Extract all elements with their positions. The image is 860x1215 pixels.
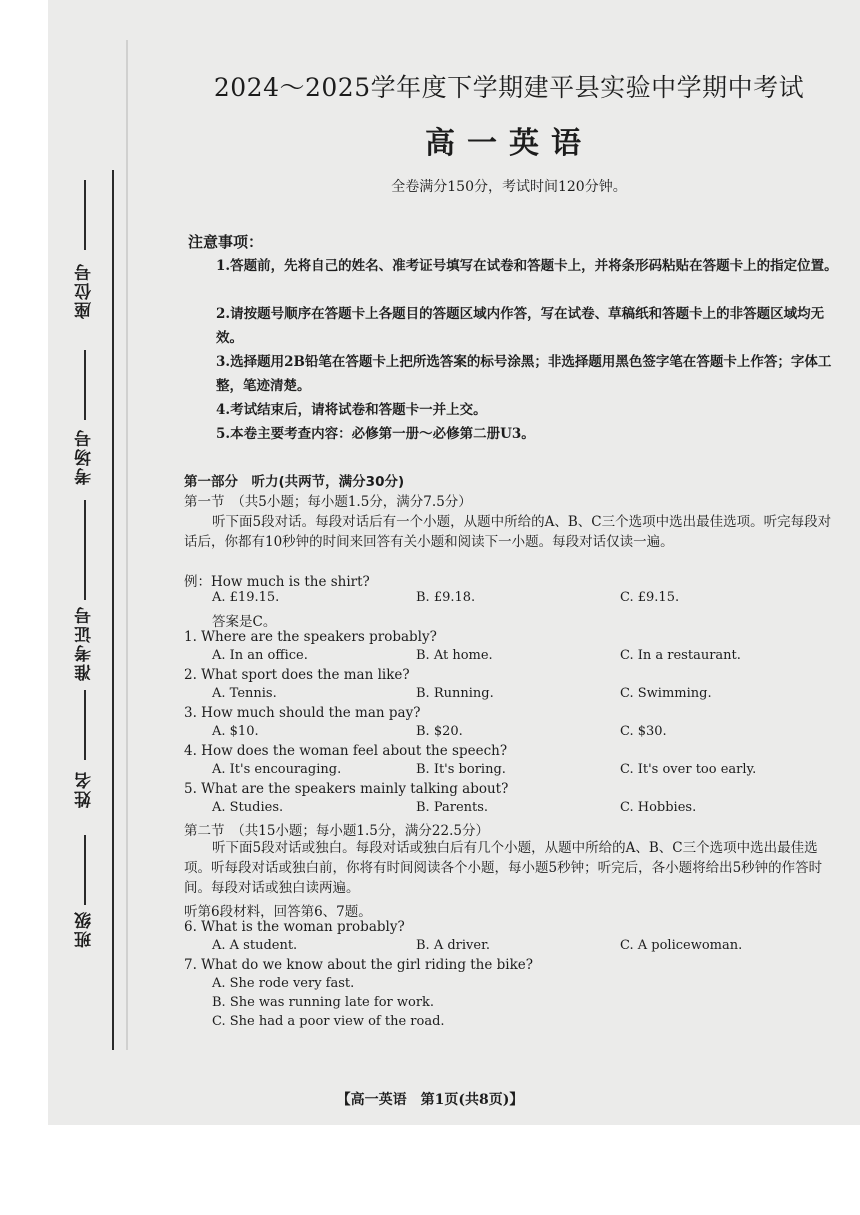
question-6: 6. What is the woman probably? (184, 919, 405, 935)
subject-title: 高一英语 (425, 126, 593, 161)
q7-option-b: B. She was running late for work. (212, 995, 435, 1010)
section1-instructions: 听下面5段对话。每段对话后有一个小题，从题中所给的A、B、C三个选项中选出最佳选项。听完每段对话后，你都有10秒钟的时间来回答有关小题和阅读下一小题。每段对话仅读一遍。 (184, 514, 832, 550)
part1-title: 第一部分 听力(共两节，满分30分) (184, 474, 405, 490)
q6-option-b: B. A driver. (416, 938, 490, 953)
q1-option-c: C. In a restaurant. (620, 648, 741, 663)
example-option-c: C. £9.15. (620, 590, 680, 605)
notice-item: 3.选择题用2B铅笔在答题卡上把所选答案的标号涂黑；非选择题用黑色签字笔在答题卡上作答；字体工整，笔迹清楚。 (216, 354, 832, 394)
exam-title: 2024～2025学年度下学期建平县实验中学期中考试 (213, 73, 805, 102)
question-1: 1. Where are the speakers probably? (184, 629, 437, 645)
class-blank-line (84, 835, 86, 905)
example-option-b: B. £9.18. (416, 590, 476, 605)
q7-option-c: C. She had a poor view of the road. (212, 1014, 445, 1029)
name-label: 姓名 (75, 770, 95, 808)
q2-option-b: B. Running. (416, 686, 494, 701)
notice-title: 注意事项： (188, 233, 264, 251)
q6-option-c: C. A policewoman. (620, 938, 743, 953)
question-3: 3. How much should the man pay? (184, 705, 421, 721)
q7-option-a: A. She rode very fast. (212, 976, 355, 991)
ticket-label: 准考证号 (75, 605, 95, 681)
question-7: 7. What do we know about the girl riding the bike? (184, 957, 534, 973)
question-2: 2. What sport does the man like? (184, 667, 410, 683)
notice-item: 2.请按题号顺序在答题卡上各题目的答题区域内作答，写在试卷、草稿纸和答题卡上的非答题区域均无效。 (216, 306, 825, 346)
example-option-a: A. £19.15. (212, 590, 280, 605)
q4-option-b: B. It's boring. (416, 762, 506, 777)
binding-crease (126, 40, 128, 1050)
q5-option-c: C. Hobbies. (620, 800, 697, 815)
seat-label: 座位号 (75, 262, 95, 319)
q1-option-a: A. In an office. (212, 648, 308, 663)
notice-item: 5.本卷主要考查内容：必修第一册～必修第二册U3。 (216, 426, 535, 442)
q3-option-c: C. $30. (620, 724, 667, 739)
q5-option-a: A. Studies. (212, 800, 284, 815)
q3-option-b: B. $20. (416, 724, 463, 739)
room-label: 考场号 (75, 428, 95, 485)
notice-item: 1.答题前，先将自己的姓名、准考证号填写在试卷和答题卡上，并将条形码粘贴在答题卡上的指定位置。 (216, 258, 838, 274)
binding-line (112, 170, 114, 1050)
name-blank-line (84, 690, 86, 760)
q3-option-a: A. $10. (212, 724, 259, 739)
q6-option-a: A. A student. (212, 938, 298, 953)
q2-option-a: A. Tennis. (212, 686, 277, 701)
ticket-blank-line (84, 500, 86, 600)
notice-item: 4.考试结束后，请将试卷和答题卡一并上交。 (216, 402, 487, 418)
example-answer: 答案是C。 (212, 614, 277, 630)
example-question: 例：How much is the shirt? (184, 574, 370, 590)
q2-option-c: C. Swimming. (620, 686, 712, 701)
section2-instructions: 听下面5段对话或独白。每段对话或独白后有几个小题，从题中所给的A、B、C三个选项中选出最佳选项。听每段对话或独白前，你将有时间阅读各个小题，每小题5秒钟；听完后，各小题将给出5秒钟的作答时间。每段对话或独白读两遍。 (184, 840, 823, 896)
room-blank-line (84, 350, 86, 420)
material-note: 听第6段材料，回答第6、7题。 (184, 904, 372, 920)
q4-option-c: C. It's over too early. (620, 762, 757, 777)
class-label: 班级 (75, 910, 95, 948)
q4-option-a: A. It's encouraging. (212, 762, 342, 777)
section2-title: 第二节 （共15小题；每小题1.5分，满分22.5分） (184, 823, 489, 839)
seat-blank-line (84, 180, 86, 250)
question-4: 4. How does the woman feel about the speech? (184, 743, 508, 759)
q5-option-b: B. Parents. (416, 800, 489, 815)
exam-info: 全卷满分150分，考试时间120分钟。 (391, 179, 627, 195)
q1-option-b: B. At home. (416, 648, 493, 663)
question-5: 5. What are the speakers mainly talking about? (184, 781, 509, 797)
page-footer: 【高一英语 第1页(共8页)】 (336, 1092, 524, 1108)
section1-title: 第一节 （共5小题；每小题1.5分，满分7.5分） (184, 494, 472, 510)
